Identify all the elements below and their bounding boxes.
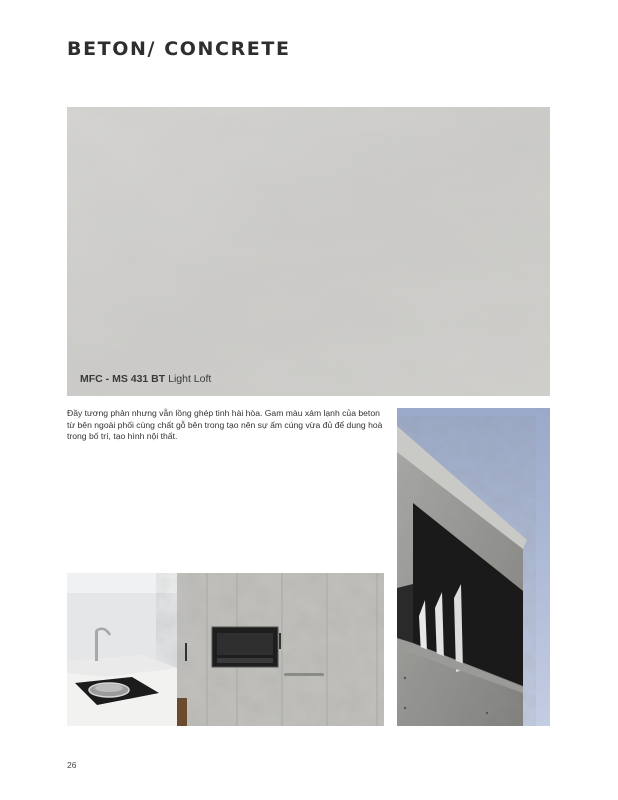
swatch-code: MFC - MS 431 BT: [80, 373, 166, 385]
swatch-name: Light Loft: [168, 373, 212, 385]
swatch-label: [80, 373, 211, 385]
kitchen-photo: [67, 573, 384, 726]
building-photo: [397, 408, 550, 726]
kitchen-interior-image: [67, 573, 384, 726]
concrete-swatch: [67, 107, 550, 396]
description-text: [67, 408, 387, 443]
page-number: 26: [67, 760, 77, 770]
description-paragraph: Đầy tương phản nhưng vẫn lồng ghép tinh hài hòa. Gam màu xám lạnh của beton từ bên ngoài phối cùng chất gỗ bên trong tạo nên sự ấm cúng vừa đủ để dung hoà trong bố trí, tạo hình nội thất.: [67, 408, 383, 442]
page-title: BETON/ CONCRETE: [67, 38, 291, 60]
concrete-building-image: [397, 408, 550, 726]
concrete-texture: [67, 107, 550, 396]
